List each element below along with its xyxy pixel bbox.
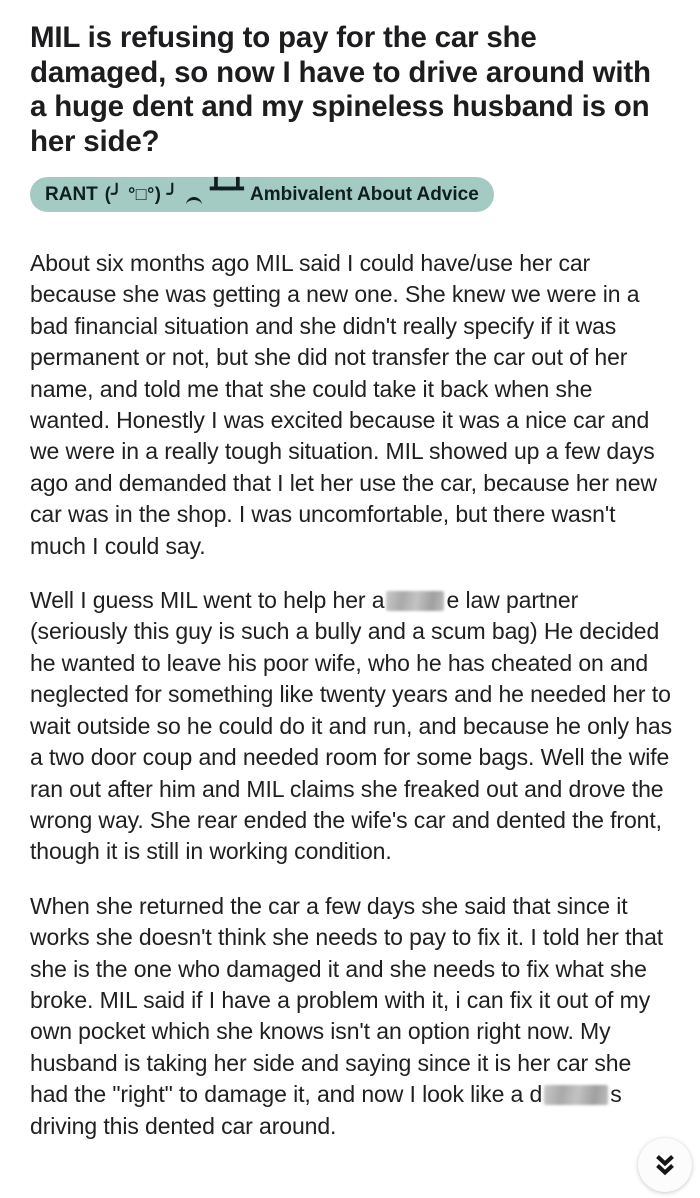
- double-chevron-down-icon: [651, 1151, 679, 1179]
- censored-word-blur: [386, 591, 444, 611]
- post-body: [30, 248, 674, 1142]
- flair-label: Ambivalent About Advice: [250, 183, 479, 205]
- scroll-to-bottom-button[interactable]: [638, 1138, 692, 1192]
- table-flip-table-glyph: ┻━┻: [210, 179, 244, 200]
- table-flip-emoticon: (╯ °□°) ╯: [104, 184, 179, 204]
- post-flair-badge[interactable]: [30, 177, 494, 212]
- paragraph-text: s driving this dented car around.: [30, 1081, 622, 1139]
- paragraph-text: About six months ago MIL said I could have/use her car because she was getting a new one. She knew we were in a bad financial situation and she didn't really specify if it was permanent or not, but she did not transfer the car out of her name, and told me that she could take it back when she wanted. Honestly I was excited because it was a nice car and we were in a really tough situation. MIL showed up a few days ago and demanded that I let her use the car, because her new car was in the shop. I was uncomfortable, but there wasn't much I could say.: [30, 250, 657, 559]
- paragraph-text: e law partner (seriously this guy is such a bully and a scum bag) He decided he wanted to leave his poor wife, who he has cheated on and neglected for something like twenty years and he needed her to wait outside so he could do it and run, and because he only has a two door coup and needed room for some bags. Well the wife ran out after him and MIL claims she freaked out and drove the wrong way. She rear ended the wife's car and dented the front, though it is still in working condition.: [30, 587, 672, 865]
- paragraph-text: When she returned the car a few days she said that since it works she doesn't think she needs to pay to fix it. I told her that she is the one who damaged it and she needs to fix what she broke. MIL said if I have a problem with it, i can fix it out of my own pocket which she knows isn't an option right now. My husband is taking her side and saying since it is her car she had the "right" to damage it, and now I look like a d: [30, 892, 664, 1108]
- post-paragraph-3: [30, 891, 674, 1142]
- paragraph-text: Well I guess MIL went to help her a: [30, 587, 385, 614]
- table-flip-arc-icon: [186, 197, 202, 205]
- censored-word-blur: [544, 1085, 608, 1105]
- post-title: MIL is refusing to pay for the car she damaged, so now I have to drive around with a huge dent and my spineless husband is on her side?: [30, 21, 651, 158]
- post-paragraph-2: [30, 585, 674, 868]
- post-paragraph-1: [30, 248, 674, 562]
- flair-tag: RANT: [45, 183, 98, 205]
